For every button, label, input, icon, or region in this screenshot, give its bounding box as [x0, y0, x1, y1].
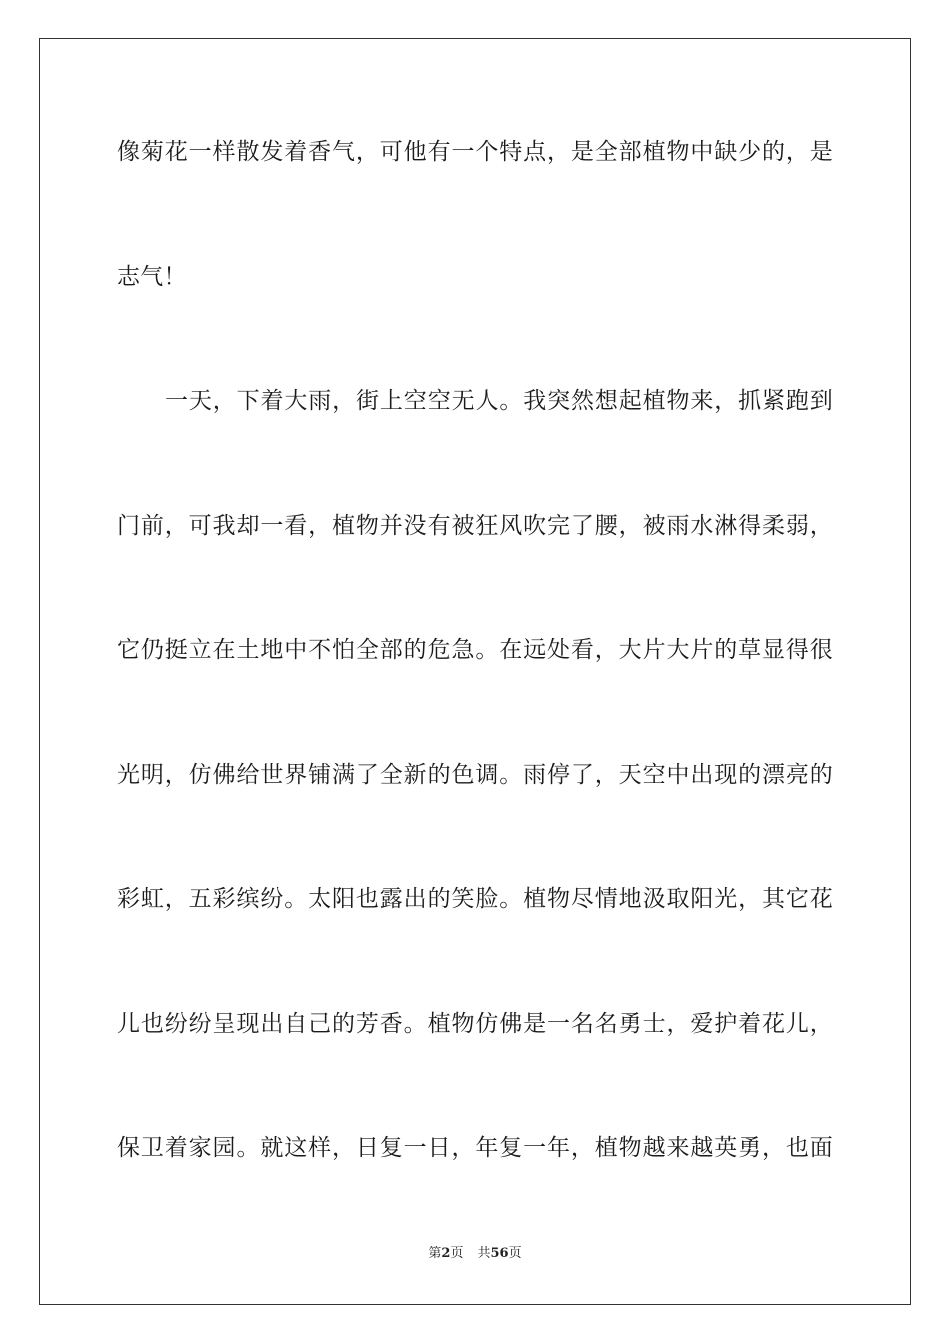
page-suffix: 页: [450, 1246, 464, 1261]
text-line-6: 光明，仿佛给世界铺满了全新的色调。雨停了，天空中出现的漂亮的: [117, 762, 833, 788]
text-line-4: 门前，可我却一看，植物并没有被狂风吹完了腰，被雨水淋得柔弱，: [117, 513, 833, 539]
text-line-2: 志气！: [117, 264, 187, 290]
text-line-9: 保卫着家园。就这样，日复一日，年复一年，植物越来越英勇，也面: [117, 1135, 833, 1161]
page-prefix: 第: [428, 1246, 442, 1261]
page-border: [39, 38, 911, 1305]
total-pages: 56: [490, 1246, 509, 1261]
text-line-5: 它仍挺立在土地中不怕全部的危急。在远处看，大片大片的草显得很: [117, 637, 833, 663]
text-line-1: 像菊花一样散发着香气，可他有一个特点，是全部植物中缺少的，是: [117, 139, 833, 165]
total-prefix: 共: [477, 1246, 491, 1261]
page-footer: [0, 1245, 950, 1263]
total-suffix: 页: [508, 1246, 522, 1261]
text-line-8: 儿也纷纷呈现出自己的芳香。植物仿佛是一名名勇士，爱护着花儿，: [117, 1011, 833, 1037]
text-line-7: 彩虹，五彩缤纷。太阳也露出的笑脸。植物尽情地汲取阳光，其它花: [117, 886, 833, 912]
text-line-3: 一天，下着大雨，街上空空无人。我突然想起植物来，抓紧跑到: [165, 388, 833, 414]
page-number: 2: [441, 1246, 451, 1261]
